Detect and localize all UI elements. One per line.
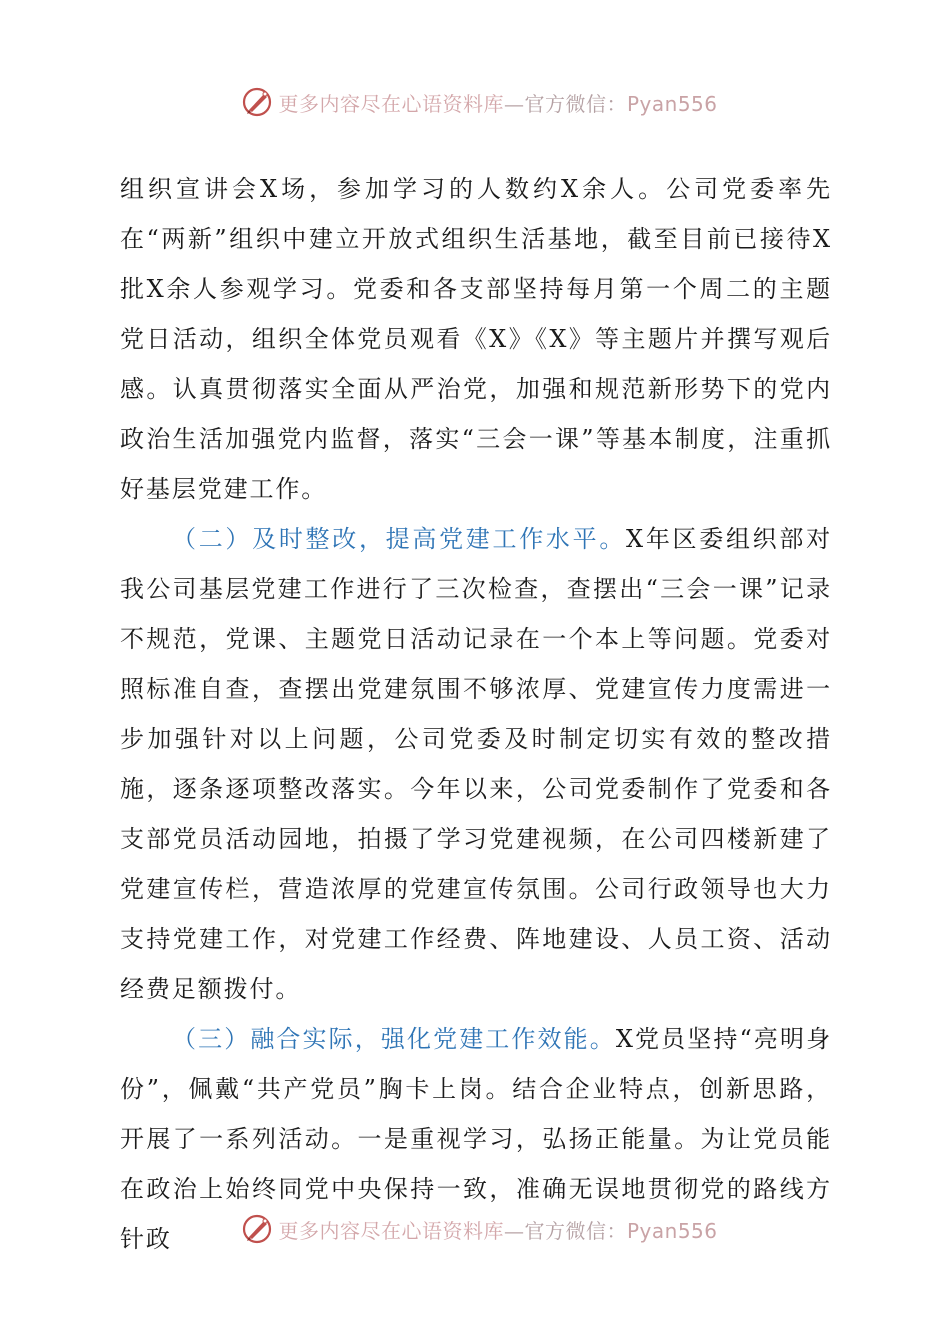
paragraph-section-2 xyxy=(120,514,832,1014)
header-wechat-label: 官方微信： xyxy=(524,91,627,116)
section-2-heading: （二）及时整改，提高党建工作水平。 xyxy=(172,525,627,553)
section-3-heading: （三）融合实际，强化党建工作效能。 xyxy=(172,1025,616,1053)
footer-separator: — xyxy=(503,1218,525,1243)
section-3-text: X党员坚持“亮明身份”，佩戴“共产党员”胸卡上岗。结合企业特点，创新思路，开展了一系列活动。一是重视学习，弘扬正能量。为让党员能在政治上始终同党中央保持一致，准确无误地贯彻党的路线方针政 xyxy=(120,1025,832,1253)
footer-wechat-id: Pyan556 xyxy=(626,1218,718,1243)
footer-banner xyxy=(0,1209,950,1249)
pen-logo-icon xyxy=(240,1212,274,1246)
paragraph-continued: 组织宣讲会X场，参加学习的人数约X余人。公司党委率先在“两新”组织中建立开放式组织生活基地，截至目前已接待X批X余人参观学习。党委和各支部坚持每月第一个周二的主题党日活动，组织全体党员观看《X》《X》等主题片并撰写观后感。认真贯彻落实全面从严治党，加强和规范新形势下的党内政治生活加强党内监督，落实“三会一课”等基本制度，注重抓好基层党建工作。 xyxy=(120,175,832,503)
header-banner xyxy=(0,82,950,122)
section-2-text: X年区委组织部对我公司基层党建工作进行了三次检查，查摆出“三会一课”记录不规范，党课、主题党日活动记录在一个本上等问题。党委对照标准自查，查摆出党建氛围不够浓厚、党建宣传力度需进一步加强针对以上问题，公司党委及时制定切实有效的整改措施，逐条逐项整改落实。今年以来，公司党委制作了党委和各支部党员活动园地，拍摄了学习党建视频，在公司四楼新建了党建宣传栏，营造浓厚的党建宣传氛围。公司行政领导也大力支持党建工作，对党建工作经费、阵地建设、人员工资、活动经费足额拨付。 xyxy=(120,525,832,1003)
header-wechat-id: Pyan556 xyxy=(626,91,718,116)
footer-banner-inner xyxy=(240,1212,717,1246)
header-separator: — xyxy=(503,91,525,116)
footer-brand-text: 更多内容尽在心语资料库 xyxy=(278,1218,504,1243)
document-body xyxy=(120,164,832,1264)
header-brand-text: 更多内容尽在心语资料库 xyxy=(278,91,504,116)
pen-logo-icon xyxy=(240,85,274,119)
header-banner-inner xyxy=(240,85,717,119)
footer-wechat-label: 官方微信： xyxy=(524,1218,627,1243)
